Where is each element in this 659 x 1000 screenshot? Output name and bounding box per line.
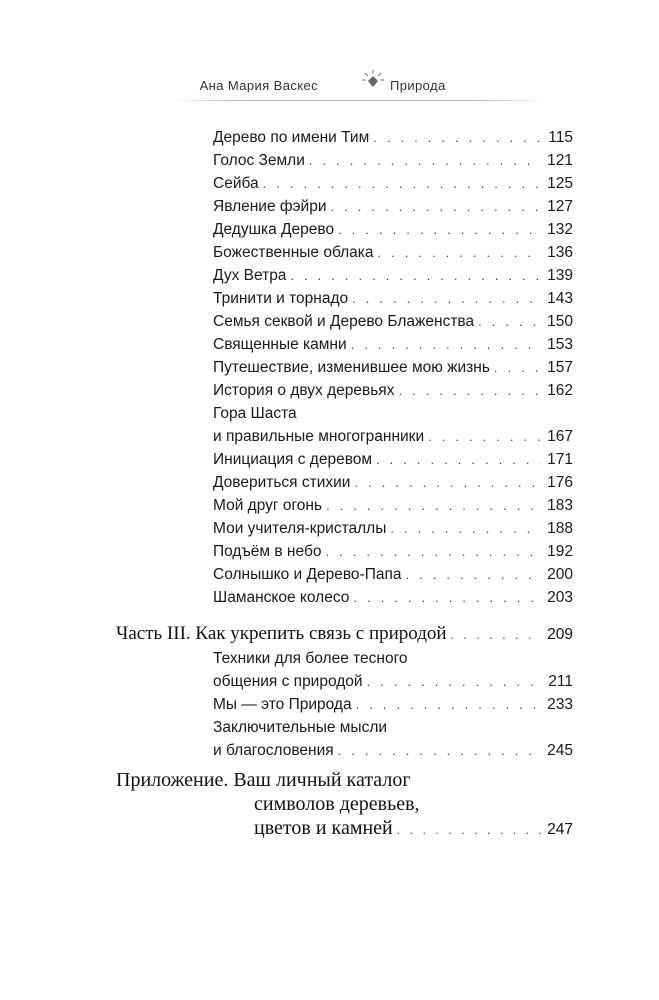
toc-entry[interactable] [213, 563, 573, 586]
toc-entry-title-line1: Заключительные мысли [213, 719, 388, 736]
leader-dots [351, 333, 541, 356]
toc-entry-title-line1: Гора Шаста [213, 405, 297, 422]
toc-entry-title: и благословения [213, 742, 334, 759]
toc-appendix[interactable] [116, 768, 573, 842]
toc-entry[interactable] [213, 126, 573, 149]
toc-entry-page: 150 [547, 313, 573, 330]
leader-dots [338, 218, 541, 241]
header-author: Ана Мария Васкес [199, 78, 318, 93]
leader-dots [326, 494, 541, 517]
toc-entry-title: Инициация с деревом [213, 451, 373, 468]
leader-dots [376, 448, 541, 471]
toc-entry-title: Семья секвой и Дерево Блаженства [213, 313, 475, 330]
toc-entry[interactable] [213, 149, 573, 172]
leader-dots [390, 517, 541, 540]
toc-entry-page: 192 [547, 543, 573, 560]
toc-entry-title: История о двух деревьях [213, 382, 395, 399]
appendix-title-line1: Приложение. Ваш личный каталог [116, 769, 411, 791]
toc-entry[interactable] [213, 448, 573, 471]
toc-entry-page: 121 [547, 152, 573, 169]
leader-dots [478, 310, 541, 333]
leader-dots [451, 623, 542, 646]
toc-entry[interactable] [213, 264, 573, 287]
leader-dots [378, 241, 542, 264]
toc-entry-page: 136 [547, 244, 573, 261]
toc-entry-title: Тринити и торнадо [213, 290, 349, 307]
leader-dots [352, 287, 541, 310]
header-book-title: Природа [390, 78, 446, 93]
toc-entry-title: Мои учителя-кристаллы [213, 520, 387, 537]
toc-entry-title: Священные камни [213, 336, 347, 353]
toc-entry-page: 245 [547, 742, 573, 759]
leader-dots [405, 563, 541, 586]
toc-entry-page: 125 [547, 175, 573, 192]
toc-entry-title: Мой друг огонь [213, 497, 323, 514]
toc-entry-title: Путешествие, изменившее мою жизнь [213, 359, 490, 376]
toc-entry-title: Шаманское колесо [213, 589, 350, 606]
toc-entry-title: Довериться стихии [213, 474, 351, 491]
toc-entry-page: 127 [547, 198, 573, 215]
appendix-title-line2: символов деревьев, [254, 793, 420, 815]
leader-dots [356, 693, 542, 716]
toc-entry-page: 211 [548, 673, 573, 690]
toc-entry[interactable] [213, 517, 573, 540]
toc-entry-page: 171 [547, 451, 573, 468]
toc-entry-title: общения с природой [213, 673, 363, 690]
toc-entry-page: 167 [547, 428, 573, 445]
toc-entry[interactable] [213, 241, 573, 264]
toc-entry-page: 157 [547, 359, 573, 376]
part-page: 209 [547, 626, 573, 643]
toc-entry-title: Дух Ветра [213, 267, 287, 284]
toc-entry[interactable] [213, 218, 573, 241]
leader-dots [397, 818, 541, 842]
leader-dots [428, 425, 541, 448]
running-header [0, 76, 659, 100]
toc-entry-page: 139 [547, 267, 573, 284]
leader-dots [373, 126, 542, 149]
appendix-page: 247 [547, 821, 573, 838]
toc-entry-title: Явление фэйри [213, 198, 327, 215]
leader-dots [354, 471, 541, 494]
toc-entry-page: 162 [547, 382, 573, 399]
toc-part-heading[interactable] [116, 622, 573, 646]
toc-entry-page: 233 [547, 696, 573, 713]
toc-entry[interactable] [213, 172, 573, 195]
toc-entry-title: Подъём в небо [213, 543, 322, 560]
leader-dots [290, 264, 541, 287]
toc-entry-page: 153 [547, 336, 573, 353]
toc-entry-title: Сейба [213, 175, 259, 192]
toc-entry[interactable] [213, 471, 573, 494]
leader-dots [330, 195, 541, 218]
part-title: Часть III. Как укрепить связь с природой [116, 623, 447, 644]
toc-entry-page: 188 [547, 520, 573, 537]
toc-entry-title: Голос Земли [213, 152, 305, 169]
toc-entry-page: 200 [547, 566, 573, 583]
toc-entry[interactable] [213, 586, 573, 609]
leader-dots [309, 149, 541, 172]
toc-entry-page: 203 [547, 589, 573, 606]
toc-entry[interactable] [213, 716, 573, 762]
toc-entry[interactable] [213, 287, 573, 310]
header-divider [172, 100, 546, 101]
toc-entry[interactable] [213, 402, 573, 448]
toc-entry-title: Мы — это Природа [213, 696, 352, 713]
toc-entry-title: и правильные многогранники [213, 428, 425, 445]
leader-dots [494, 356, 541, 379]
leader-dots [263, 172, 542, 195]
toc-entry-title: Солнышко и Дерево-Папа [213, 566, 402, 583]
toc-entry[interactable] [213, 195, 573, 218]
toc-entry-title: Дедушка Дерево [213, 221, 335, 238]
leader-dots [338, 739, 542, 762]
toc-entry[interactable] [213, 693, 573, 716]
toc-entry[interactable] [213, 647, 573, 693]
leader-dots [398, 379, 541, 402]
toc-entry[interactable] [213, 333, 573, 356]
toc-entry-page: 176 [547, 474, 573, 491]
toc-entry-page: 115 [548, 129, 573, 146]
toc-entry-page: 183 [547, 497, 573, 514]
toc-entry[interactable] [213, 310, 573, 333]
leaf-ornament-icon [360, 68, 386, 94]
toc-entry-page: 132 [547, 221, 573, 238]
toc-entry[interactable] [213, 494, 573, 517]
toc-entry[interactable] [213, 356, 573, 379]
leader-dots [367, 670, 543, 693]
toc-entry-title: Божественные облака [213, 244, 374, 261]
appendix-title: цветов и камней [254, 817, 393, 839]
toc-entry-title-line1: Техники для более тесного [213, 650, 408, 667]
toc-entry-page: 143 [547, 290, 573, 307]
leader-dots [325, 540, 541, 563]
leader-dots [353, 586, 541, 609]
toc-entry-title: Дерево по имени Тим [213, 129, 370, 146]
toc-entry[interactable] [213, 540, 573, 563]
toc-entry[interactable] [213, 379, 573, 402]
